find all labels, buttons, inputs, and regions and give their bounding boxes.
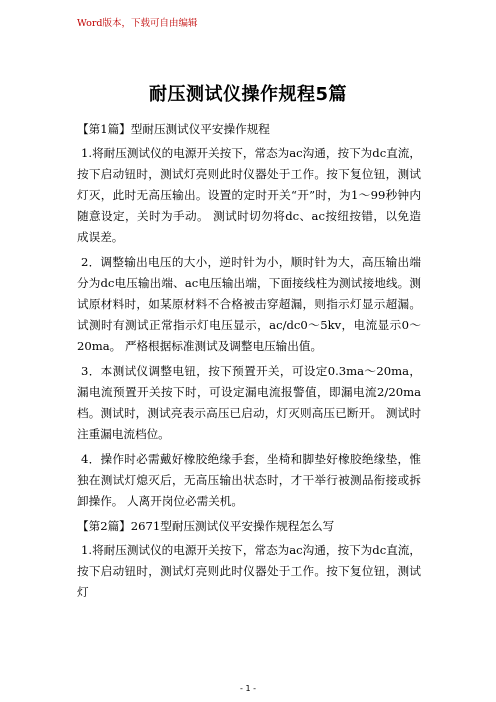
section-heading: 【第1篇】型耐压测试仪平安操作规程 (77, 122, 270, 136)
header-note: Word版本，下载可自由编辑 (77, 18, 198, 29)
document-title: 耐压测试仪操作规程5篇 (148, 84, 348, 105)
paragraph: 1.将耐压测试仪的电源开关按下，常态为ac沟通，按下为dc直流，按下启动钮时，测试灯亮则此时仪器处于工作。按下复位钮，测试灯灭，此时无高压输出。设置的定时开关“开”时，为1～99秒钟内随意设定，关时为手动。 测试时切勿将dc、ac按纽按错，以免造成误差。 (77, 146, 421, 244)
paragraph: 3．本测试仪调整电钮，按下预置开关，可设定0.3ma～20ma，漏电流预置开关按下时，可设定漏电流报警值，即漏电流2/20ma档。测试时，测试亮表示高压已启动，灯灭则高压已断开。 测试时注重漏电流档位。 (77, 364, 421, 441)
paragraph: 4．操作时必需戴好橡胶绝缘手套，坐椅和脚垫好橡胶绝缘垫，惟独在测试灯熄灭后，无高压输出状态时，才干举行被测品衔接或拆卸操作。 人离开岗位必需关机。 (77, 452, 421, 508)
paragraph: 1.将耐压测试仪的电源开关按下，常态为ac沟通，按下为dc直流，按下启动钮时，测试灯亮则此时仪器处于工作。按下复位钮，测试灯 (77, 543, 421, 599)
paragraph: 2．调整输出电压的大小，逆时针为小，顺时针为大，高压输出端分为dc电压输出端、ac电压输出端，下面接线柱为测试接地线。测试原材料时，如某原材料不合格被击穿超漏，则指示灯显示超漏。试测时有测试正常指示灯电压显示，ac/dc0～5kv，电流显示0～20ma。 严格根据标准测试及调整电压输出值。 (77, 255, 421, 353)
section-heading: 【第2篇】2671型耐压测试仪平安操作规程怎么写 (77, 519, 335, 533)
document-body (77, 119, 421, 607)
page-number: - 1 - (240, 684, 256, 693)
